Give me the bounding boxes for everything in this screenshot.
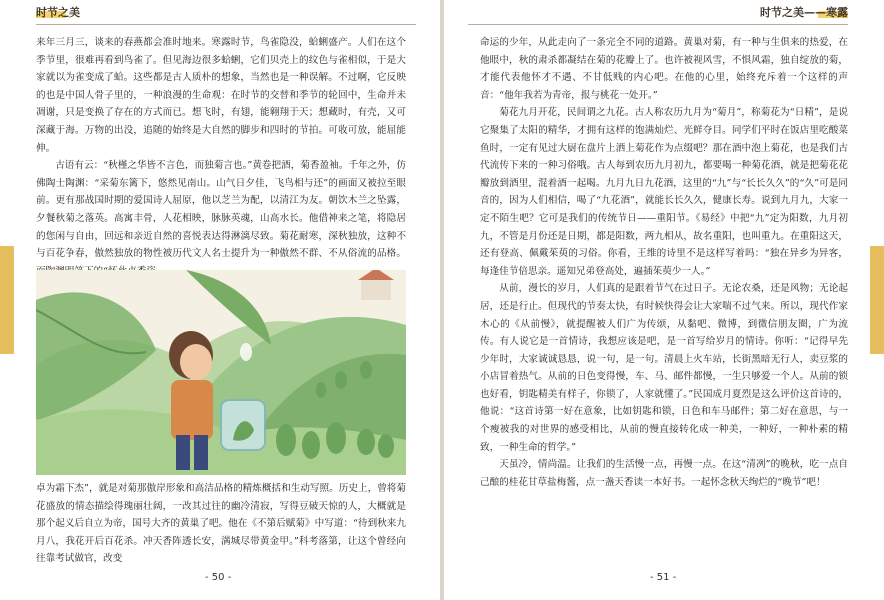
header-rule bbox=[36, 24, 416, 25]
paragraph: 天虽冷，情尚温。让我们的生活慢一点，再慢一点。在这“清冽”的晚秋，吃一点自己酿的桂花甘草盐梅酱，点一盏天香读一本好书。一起怀念秋天绚烂的“晚节”吧！ bbox=[480, 459, 848, 488]
header-rule bbox=[468, 24, 848, 25]
side-tab-left bbox=[0, 246, 14, 354]
right-page bbox=[444, 0, 884, 600]
running-head-right: 时节之美——寒露 bbox=[760, 6, 848, 19]
boy-with-jar-illustration bbox=[36, 270, 406, 475]
paragraph: 从前，漫长的岁月，人们真的是跟着节气在过日子。无论农桑，还是风物；无论起居，还是行止。但现代的节奏太快，有时候快得会让大家喘不过气来。所以，现代作家木心的《从前慢》，就提醒被人们广为传颂，从黏吧、微博，到微信朋友圈，广为流传。有人说它是一首情诗，我想应该是吧，是一首写给岁月的情诗。你听：“记得早先少年时，大家诚诚恳恳，说一句，是一句。清晨上火车站，长街黑暗无行人，卖豆浆的小店冒着热气。从前的日色变得慢，车、马、邮件都慢，一生只够爱一个人。从前的锁也好看，钥匙精美有样子，你锁了，人家就懂了。”民国成月夏烈是这么评价这首诗的，他说：“这首诗第一好在意象，比如钥匙和锁，日色和车马邮件；第二好在意思，与一个瘦被我的对世界的感受相比，从前的慢直接转化成一种美，一种好，一种朴素的精致，一种生命的哲学。” bbox=[480, 283, 848, 453]
paragraph: 来年三月三，谈来的春燕都会准时地来。寒露时节，鸟雀隐没，蛤蜊盛产。人们在这个季节里，很难再看到鸟雀了。但见海边很多蛤蜊，它们贝壳上的纹色与雀相似，于是大家就以为雀变成了蛤。这些都是古人质朴的想象，当然也是一种误解。不过啊，它反映的也是中国人骨子里的，一种浪漫的生命观：在时节的交替和季节的轮回中，生命并未凋谢，只是变换了存在的方式而已。想飞时，有翅，能翱翔于天；想藏时，有壳，又可深藏于海。万物的出没，追随的始终是大自然的脚步和四时的节拍。可收可放，能屈能伸。 bbox=[36, 37, 406, 154]
paragraph: 古语有云：“秋槿之华皆不言色，而独菊言也。”黄卷把酒，菊香盈袖。千年之外，仿佛陶士陶渊：“采菊东篱下，悠然见南山。山气日夕佳，飞鸟相与还”的画面又被拉至眼前。更有那战国时期的爱国诗人屈原，他以芝兰为配，以清江为友。朝饮木兰之坠露，夕餐秋菊之落英。高寓丰骨，人花相映，脉脉英魂，山高水长。他借神来之笔，将隐居的您闲与自由，回远和亲近自然的喜悦表达得淋漓尽致。菊花耐寒，深秋独放，这种不与百花争春，傲然独放的物性被历代文人名士提升为一种傲然不群、不从俗流的品格。 bbox=[36, 160, 406, 260]
paragraph: 菊花九月开花，民间谓之九花。古人称农历九月为“菊月”，称菊花为“日精”，是说它聚集了太阳的精华，才拥有这样的饱满灿烂、光鲜夺目。同学们平时在饭店里吃酸菜鱼时，一定有见过大厨在盘片上洒上菊花作为点缀吧？那在酒中泡上菊花，也是我们古代流传下来的一种习俗哦。古人每到农历九月初九，都要喝一种菊花酒，就是把菊花花瓣放到酒里，混着酒一起喝。九月九日九花酒，这里的“九”与“长长久久”的“久”可是同音的，因为人们相信，喝了“九花酒”，就能长长久久，健康长寿。说到九月九，大家一定不陌生吧？它可是我们的传统节日——重阳节。《易经》中把“九”定为阳数，九月初九，不管是月份还是日期，都是阳数，两九相从，故名重阳，也叫重九。在重阳这天，还有登高、佩戴茱萸的习俗。你看，王维的诗里不是这样写着吗：“独在异乡为异客，每逢佳节倍思亲。遥知兄弟登高处，遍插茱萸少一人。” bbox=[480, 107, 848, 277]
paragraph: 卓为霜下杰”，就是对菊那傲岸形象和高洁品格的精炼概括和生动写照。历史上，曾将菊花盛放的情态描绘得瑰丽壮阔，一改其过往的幽冷清寂，写得豆破天惊的人，大概就是那个起义后自立为帝，国号大齐的黄巢了吧。他在《不第后赋菊》中写道：“待到秋来九月八，我花开后百花杀。冲天香阵透长安，满城尽带黄金甲。”科考落第，让这个曾经向往靠考试做官，改变 bbox=[36, 483, 406, 565]
side-tab-right bbox=[870, 246, 884, 354]
page-number-left: - 50 - bbox=[205, 572, 232, 583]
paragraph: 命运的少年，从此走向了一条完全不同的道路。黄巢对菊，有一种与生俱来的热爱，在他眼中，秋的肃杀都凝结在菊的花瓣上了。也许被视风雪，不惧风霜，独自绽放的菊，才能代表他怀才不遇、不甘低贱的内心吧。在他的心里，始终充斥着一个这样的声音：“他年我若为青帝，报与桃花一处开。” bbox=[480, 37, 848, 101]
page-number-right: - 51 - bbox=[650, 572, 677, 583]
left-page bbox=[0, 0, 440, 600]
body-text-top bbox=[36, 34, 406, 280]
running-head-left: 时节之美 bbox=[36, 6, 80, 19]
body-text-right bbox=[480, 34, 848, 491]
body-text-bottom bbox=[36, 480, 406, 568]
